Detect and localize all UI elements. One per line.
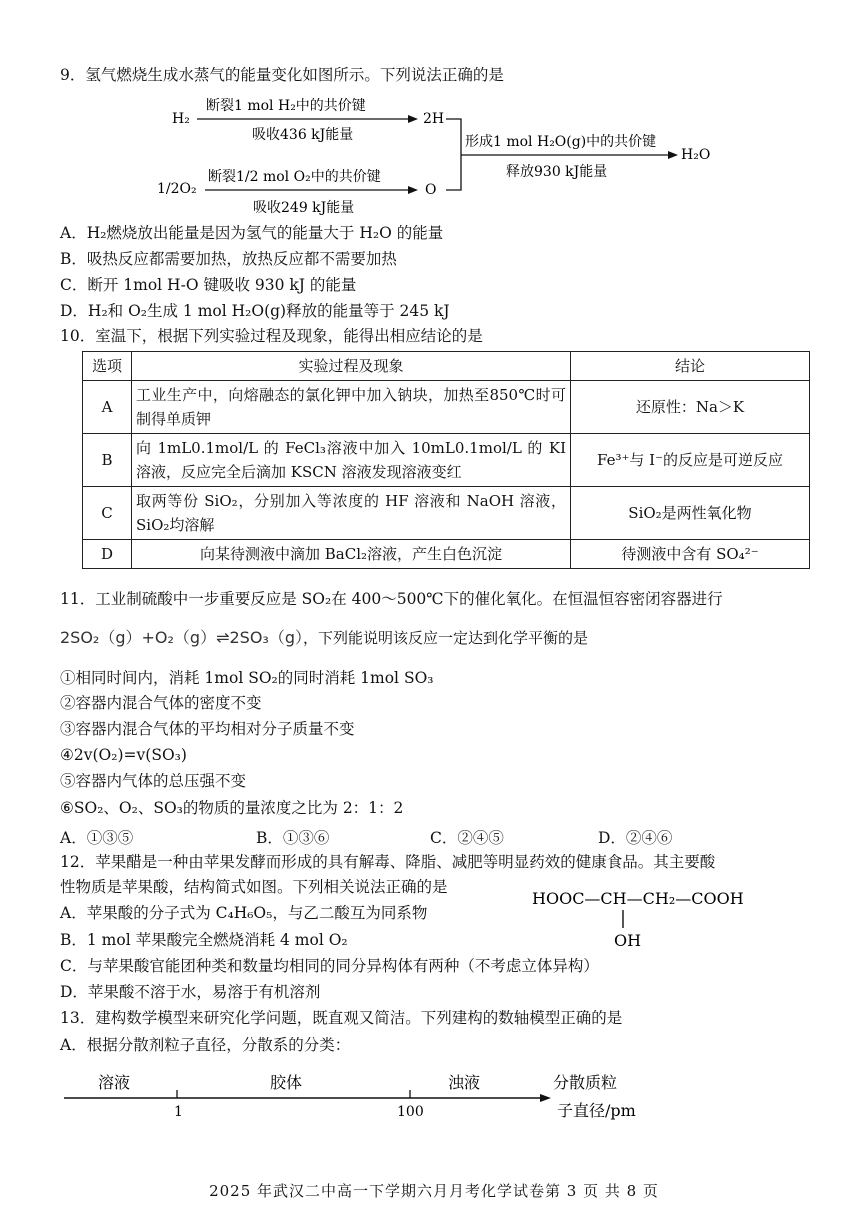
axis-seg-colloid: 胶体 xyxy=(270,1073,303,1092)
dispersion-axis xyxy=(0,1062,868,1142)
q9-option-c: C．断开 1mol H-O 键吸收 930 kJ 的能量 xyxy=(60,276,357,294)
q11-equation-tail: ，下列能说明该反应一定达到化学平衡的是 xyxy=(302,629,588,647)
q12-option-a: A．苹果酸的分子式为 C₄H₆O₅，与乙二酸互为同系物 xyxy=(60,904,428,922)
row-option: B xyxy=(83,434,132,487)
row-option: C xyxy=(83,487,132,540)
row-option: A xyxy=(83,381,132,434)
axis-end-label-1: 分散质粒 xyxy=(553,1073,618,1092)
q11-equation-line xyxy=(60,625,588,648)
row-conclusion: SiO₂是两性氧化物 xyxy=(571,487,810,540)
malic-acid-structure xyxy=(520,880,790,955)
row-procedure: 向某待测液中滴加 BaCl₂溶液，产生白色沉淀 xyxy=(132,540,571,569)
axis-seg-solution: 溶液 xyxy=(98,1073,131,1092)
top-arrow-above: 断裂1 mol H₂中的共价键 xyxy=(206,98,366,114)
bottom-arrow-below: 吸收249 kJ能量 xyxy=(253,200,355,216)
q12-option-b: B．1 mol 苹果酸完全燃烧消耗 4 mol O₂ xyxy=(60,931,348,949)
structure-main-chain: HOOC—CH—CH₂—COOH xyxy=(532,889,744,908)
q11-option-b: B．①③⑥ xyxy=(256,829,330,847)
header-procedure: 实验过程及现象 xyxy=(132,352,571,381)
q9-option-a: A．H₂燃烧放出能量是因为氢气的能量大于 H₂O 的能量 xyxy=(60,224,444,242)
q9-stem: 9．氢气燃烧生成水蒸气的能量变化如图所示。下列说法正确的是 xyxy=(60,66,504,84)
row-procedure: 取两等份 SiO₂，分别加入等浓度的 HF 溶液和 NaOH 溶液，SiO₂均溶解 xyxy=(132,487,571,540)
q11-option-c: C．②④⑤ xyxy=(430,829,504,847)
table-row xyxy=(83,540,810,569)
axis-seg-suspension: 浊液 xyxy=(448,1073,481,1092)
q10-stem: 10．室温下，根据下列实验过程及现象，能得出相应结论的是 xyxy=(60,327,483,345)
q11-item-5: ⑤容器内气体的总压强不变 xyxy=(60,772,247,790)
right-arrow-below: 释放930 kJ能量 xyxy=(506,164,608,180)
header-option: 选项 xyxy=(83,352,132,381)
header-conclusion: 结论 xyxy=(571,352,810,381)
page-footer: 2025 年武汉二中高一下学期六月月考化学试卷第 3 页 共 8 页 xyxy=(209,1182,659,1200)
axis-tick-100: 100 xyxy=(397,1104,424,1120)
q12-option-d: D．苹果酸不溶于水，易溶于有机溶剂 xyxy=(60,983,321,1001)
row-procedure: 工业生产中，向熔融态的氯化钾中加入钠块，加热至850℃时可制得单质钾 xyxy=(132,381,571,434)
table-row xyxy=(83,434,810,487)
q13-stem: 13．建构数学模型来研究化学问题，既直观又简洁。下列建构的数轴模型正确的是 xyxy=(60,1009,623,1027)
bottom-arrow-above: 断裂1/2 mol O₂中的共价键 xyxy=(208,169,381,185)
table-row xyxy=(83,487,810,540)
q11-item-1: ①相同时间内，消耗 1mol SO₂的同时消耗 1mol SO₃ xyxy=(60,669,434,687)
row-procedure: 向 1mL0.1mol/L 的 FeCl₃溶液中加入 10mL0.1mol/L 的 KI 溶液，反应完全后滴加 KSCN 溶液发现溶液变红 xyxy=(132,434,571,487)
q9-option-d: D．H₂和 O₂生成 1 mol H₂O(g)释放的能量等于 245 kJ xyxy=(60,302,450,320)
axis-tick-1: 1 xyxy=(174,1104,183,1120)
row-conclusion: Fe³⁺与 I⁻的反应是可逆反应 xyxy=(571,434,810,487)
top-arrow-below: 吸收436 kJ能量 xyxy=(252,127,354,143)
experiment-table xyxy=(82,351,810,569)
half-o2-label: 1/2O₂ xyxy=(157,181,197,197)
q11-item-2: ②容器内混合气体的密度不变 xyxy=(60,694,262,712)
table-row xyxy=(83,381,810,434)
q11-stem: 11．工业制硫酸中一步重要反应是 SO₂在 400～500℃下的催化氧化。在恒温恒容密闭容器进行 xyxy=(60,590,723,608)
q11-option-d: D．②④⑥ xyxy=(598,829,673,847)
two-h-label: 2H xyxy=(423,111,445,127)
right-arrow-above: 形成1 mol H₂O(g)中的共价键 xyxy=(465,134,657,150)
q12-stem-line1: 12．苹果醋是一种由苹果发酵而形成的具有解毒、降脂、减肥等明显药效的健康食品。其主要酸 xyxy=(60,853,716,871)
o-label: O xyxy=(425,182,437,198)
h2o-label: H₂O xyxy=(681,147,711,163)
q11-item-6: ⑥SO₂、O₂、SO₃的物质的量浓度之比为 2：1：2 xyxy=(60,799,404,817)
q11-item-4: ④2v(O₂)=v(SO₃) xyxy=(60,746,187,764)
q12-stem-line2: 性物质是苹果酸，结构简式如图。下列相关说法正确的是 xyxy=(60,878,448,896)
row-conclusion: 待测液中含有 SO₄²⁻ xyxy=(571,540,810,569)
q11-equation: 2SO₂（g）+O₂（g）⇌2SO₃（g） xyxy=(60,628,303,647)
energy-diagram xyxy=(0,0,868,230)
row-option: D xyxy=(83,540,132,569)
q9-option-b: B．吸热反应都需要加热，放热反应都不需要加热 xyxy=(60,250,397,268)
q11-option-a: A．①③⑤ xyxy=(60,829,134,847)
row-conclusion: 还原性：Na＞K xyxy=(571,381,810,434)
structure-hydroxyl: OH xyxy=(614,931,642,950)
axis-end-label-2: 子直径/pm xyxy=(557,1101,636,1120)
q13-option-a: A．根据分散剂粒子直径，分散系的分类： xyxy=(60,1036,351,1054)
q12-option-c: C．与苹果酸官能团种类和数量均相同的同分异构体有两种（不考虑立体异构） xyxy=(60,957,599,975)
h2-label: H₂ xyxy=(172,111,190,127)
q11-item-3: ③容器内混合气体的平均相对分子质量不变 xyxy=(60,720,355,738)
table-header-row xyxy=(83,352,810,381)
